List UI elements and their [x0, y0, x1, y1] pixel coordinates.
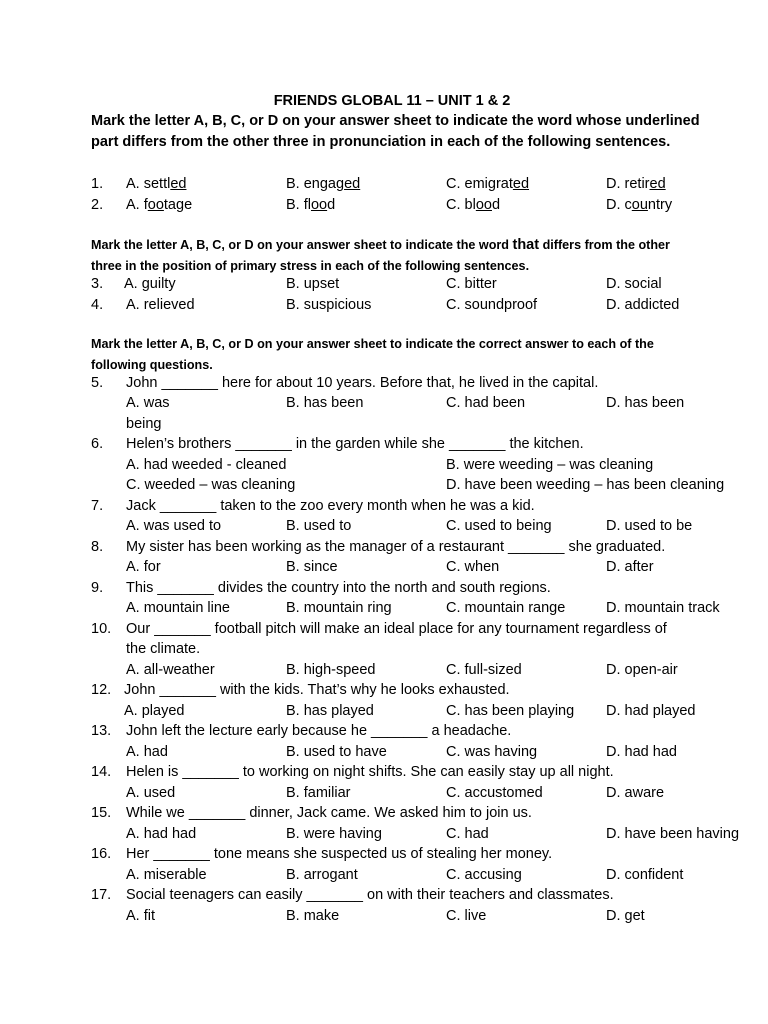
question-number: 17.	[91, 887, 112, 903]
option-a: A. mountain line	[126, 600, 230, 616]
option-d: D. had played	[606, 703, 696, 719]
option-c: C. soundproof	[446, 297, 538, 313]
question-text-continuation: the climate.	[126, 641, 201, 657]
option-c: C. mountain range	[446, 600, 566, 616]
options-row-8	[0, 557, 768, 578]
options-row-5	[0, 393, 768, 414]
question-stem-15	[0, 803, 768, 824]
question-row-2	[0, 195, 768, 216]
options-row-15	[0, 824, 768, 845]
option-a: A. had had	[126, 826, 197, 842]
option-d: D. mountain track	[606, 600, 720, 616]
option-b: B. used to have	[286, 744, 387, 760]
question-stem-5	[0, 373, 768, 394]
option-a: A. fit	[126, 908, 156, 924]
option-d: D. used to be	[606, 518, 693, 534]
option-d: D. had had	[606, 744, 677, 760]
question-number: 2.	[91, 197, 104, 213]
options-row-7	[0, 516, 768, 537]
question-stem-10	[0, 619, 768, 640]
option-d: D. after	[606, 559, 654, 575]
option-b: B. were weeding – was cleaning	[446, 457, 654, 473]
option-d: D. social	[606, 276, 662, 292]
options-row-17	[0, 906, 768, 927]
options-row-9	[0, 598, 768, 619]
question-stem-7	[0, 496, 768, 517]
options-row-6b	[0, 475, 768, 496]
underlined-part: oo	[147, 197, 164, 213]
question-number: 3.	[91, 276, 104, 292]
option-b: B. were having	[286, 826, 382, 842]
question-stem-14	[0, 762, 768, 783]
question-text: Helen’s brothers _______ in the garden while she _______ the kitchen.	[126, 436, 584, 452]
question-number: 5.	[91, 375, 104, 391]
option-a: A. was	[126, 395, 170, 411]
question-stem-16	[0, 844, 768, 865]
underlined-part: oo	[475, 197, 492, 213]
option-d: D. have been having	[606, 826, 740, 842]
option-a: A. guilty	[124, 276, 176, 292]
option-b: B. upset	[286, 276, 340, 292]
question-number: 1.	[91, 176, 104, 192]
question-number: 9.	[91, 580, 104, 596]
question-number: 16.	[91, 846, 112, 862]
underlined-part: ed	[512, 176, 530, 192]
option-a: A. footage	[126, 197, 193, 213]
option-a: A. had weeded - cleaned	[126, 457, 287, 473]
underlined-part: ed	[170, 176, 187, 192]
option-d: D. confident	[606, 867, 684, 883]
question-row-3	[0, 274, 768, 295]
option-d: D. open-air	[606, 662, 678, 678]
option-a: A. relieved	[126, 297, 195, 313]
option-a: A. was used to	[126, 518, 222, 534]
option-c: C. had	[446, 826, 489, 842]
question-text: John _______ here for about 10 years. Before that, he lived in the capital.	[126, 375, 599, 391]
option-a: A. used	[126, 785, 176, 801]
option-c: C. had been	[446, 395, 526, 411]
option-b: B. make	[286, 908, 340, 924]
option-c: C. was having	[446, 744, 538, 760]
section3-instruction: Mark the letter A, B, C, or D on your answer sheet to indicate the correct answer to each of the following questions.	[91, 337, 654, 372]
options-row-12	[0, 701, 768, 722]
question-text: Her _______ tone means she suspected us of stealing her money.	[126, 846, 553, 862]
option-b: B. flood	[286, 197, 336, 213]
option-c: C. weeded – was cleaning	[126, 477, 296, 493]
question-text: Our _______ football pitch will make an ideal place for any tournament regardless of	[126, 621, 667, 637]
option-c: C. used to being	[446, 518, 552, 534]
option-d: D. have been weeding – has been cleaning	[446, 477, 725, 493]
question-stem-17	[0, 885, 768, 906]
question-stem-6	[0, 434, 768, 455]
question-text: Jack _______ taken to the zoo every month when he was a kid.	[126, 498, 535, 514]
option-b: B. used to	[286, 518, 352, 534]
section2-instruction: Mark the letter A, B, C, or D on your answer sheet to indicate the word that differs from the other three in the position of primary stress in each of the following sentences.	[91, 237, 670, 273]
underlined-part: ed	[649, 176, 666, 192]
option-b: B. engaged	[286, 176, 361, 192]
question-number: 13.	[91, 723, 112, 739]
option-b: B. mountain ring	[286, 600, 392, 616]
question-number: 4.	[91, 297, 104, 313]
option-c: C. bitter	[446, 276, 497, 292]
question-text: Social teenagers can easily _______ on with their teachers and classmates.	[126, 887, 614, 903]
option-b: B. has been	[286, 395, 364, 411]
question-number: 7.	[91, 498, 104, 514]
question-number: 12.	[91, 682, 112, 698]
option-b: B. since	[286, 559, 338, 575]
options-continuation-5	[0, 414, 768, 435]
option-c: C. full-sized	[446, 662, 522, 678]
underlined-part: oo	[310, 197, 328, 213]
question-number: 6.	[91, 436, 104, 452]
question-text: John left the lecture early because he _______ a headache.	[126, 723, 512, 739]
question-text: John _______ with the kids. That’s why he looks exhausted.	[124, 682, 510, 698]
question-text: While we _______ dinner, Jack came. We asked him to join us.	[126, 805, 532, 821]
question-number: 8.	[91, 539, 104, 555]
option-a: A. all-weather	[126, 662, 215, 678]
question-stem-10-cont	[0, 639, 768, 660]
question-row-1	[0, 174, 768, 195]
option-c: C. has been playing	[446, 703, 575, 719]
option-b: B. has played	[286, 703, 374, 719]
option-c: C. accustomed	[446, 785, 543, 801]
option-c: C. accusing	[446, 867, 522, 883]
option-d: D. aware	[606, 785, 665, 801]
option-d: D. country	[606, 197, 673, 213]
option-d: D. addicted	[606, 297, 680, 313]
option-c: C. emigrated	[446, 176, 530, 192]
question-stem-8	[0, 537, 768, 558]
option-b: B. arrogant	[286, 867, 358, 883]
option-b: B. suspicious	[286, 297, 372, 313]
option-c: C. when	[446, 559, 500, 575]
option-continuation: being	[126, 416, 162, 432]
question-stem-12	[0, 680, 768, 701]
section1-instruction: Mark the letter A, B, C, or D on your answer sheet to indicate the word whose underlined part differs from the other three in pronunciation in each of the following sentences.	[91, 113, 700, 150]
question-row-4	[0, 295, 768, 316]
options-row-16	[0, 865, 768, 886]
option-d: D. retired	[606, 176, 666, 192]
underlined-part: ou	[631, 197, 648, 213]
options-row-14	[0, 783, 768, 804]
options-row-13	[0, 742, 768, 763]
option-d: D. get	[606, 908, 645, 924]
page-title: FRIENDS GLOBAL 11 – UNIT 1 & 2	[273, 93, 511, 109]
option-b: B. high-speed	[286, 662, 376, 678]
option-d: D. has been	[606, 395, 685, 411]
option-b: B. familiar	[286, 785, 351, 801]
question-text: Helen is _______ to working on night shifts. She can easily stay up all night.	[126, 764, 614, 780]
option-c: C. blood	[446, 197, 501, 213]
option-a: A. for	[126, 559, 161, 575]
options-row-10	[0, 660, 768, 681]
question-number: 10.	[91, 621, 112, 637]
question-text: My sister has been working as the manager of a restaurant _______ she graduated.	[126, 539, 666, 555]
question-number: 15.	[91, 805, 112, 821]
options-row-6a	[0, 455, 768, 476]
option-c: C. live	[446, 908, 487, 924]
option-a: A. played	[124, 703, 185, 719]
question-text: This _______ divides the country into the north and south regions.	[126, 580, 551, 596]
question-stem-13	[0, 721, 768, 742]
question-stem-9	[0, 578, 768, 599]
question-number: 14.	[91, 764, 112, 780]
option-a: A. settled	[126, 176, 187, 192]
option-a: A. had	[126, 744, 168, 760]
underlined-part: ed	[344, 176, 361, 192]
option-a: A. miserable	[126, 867, 207, 883]
